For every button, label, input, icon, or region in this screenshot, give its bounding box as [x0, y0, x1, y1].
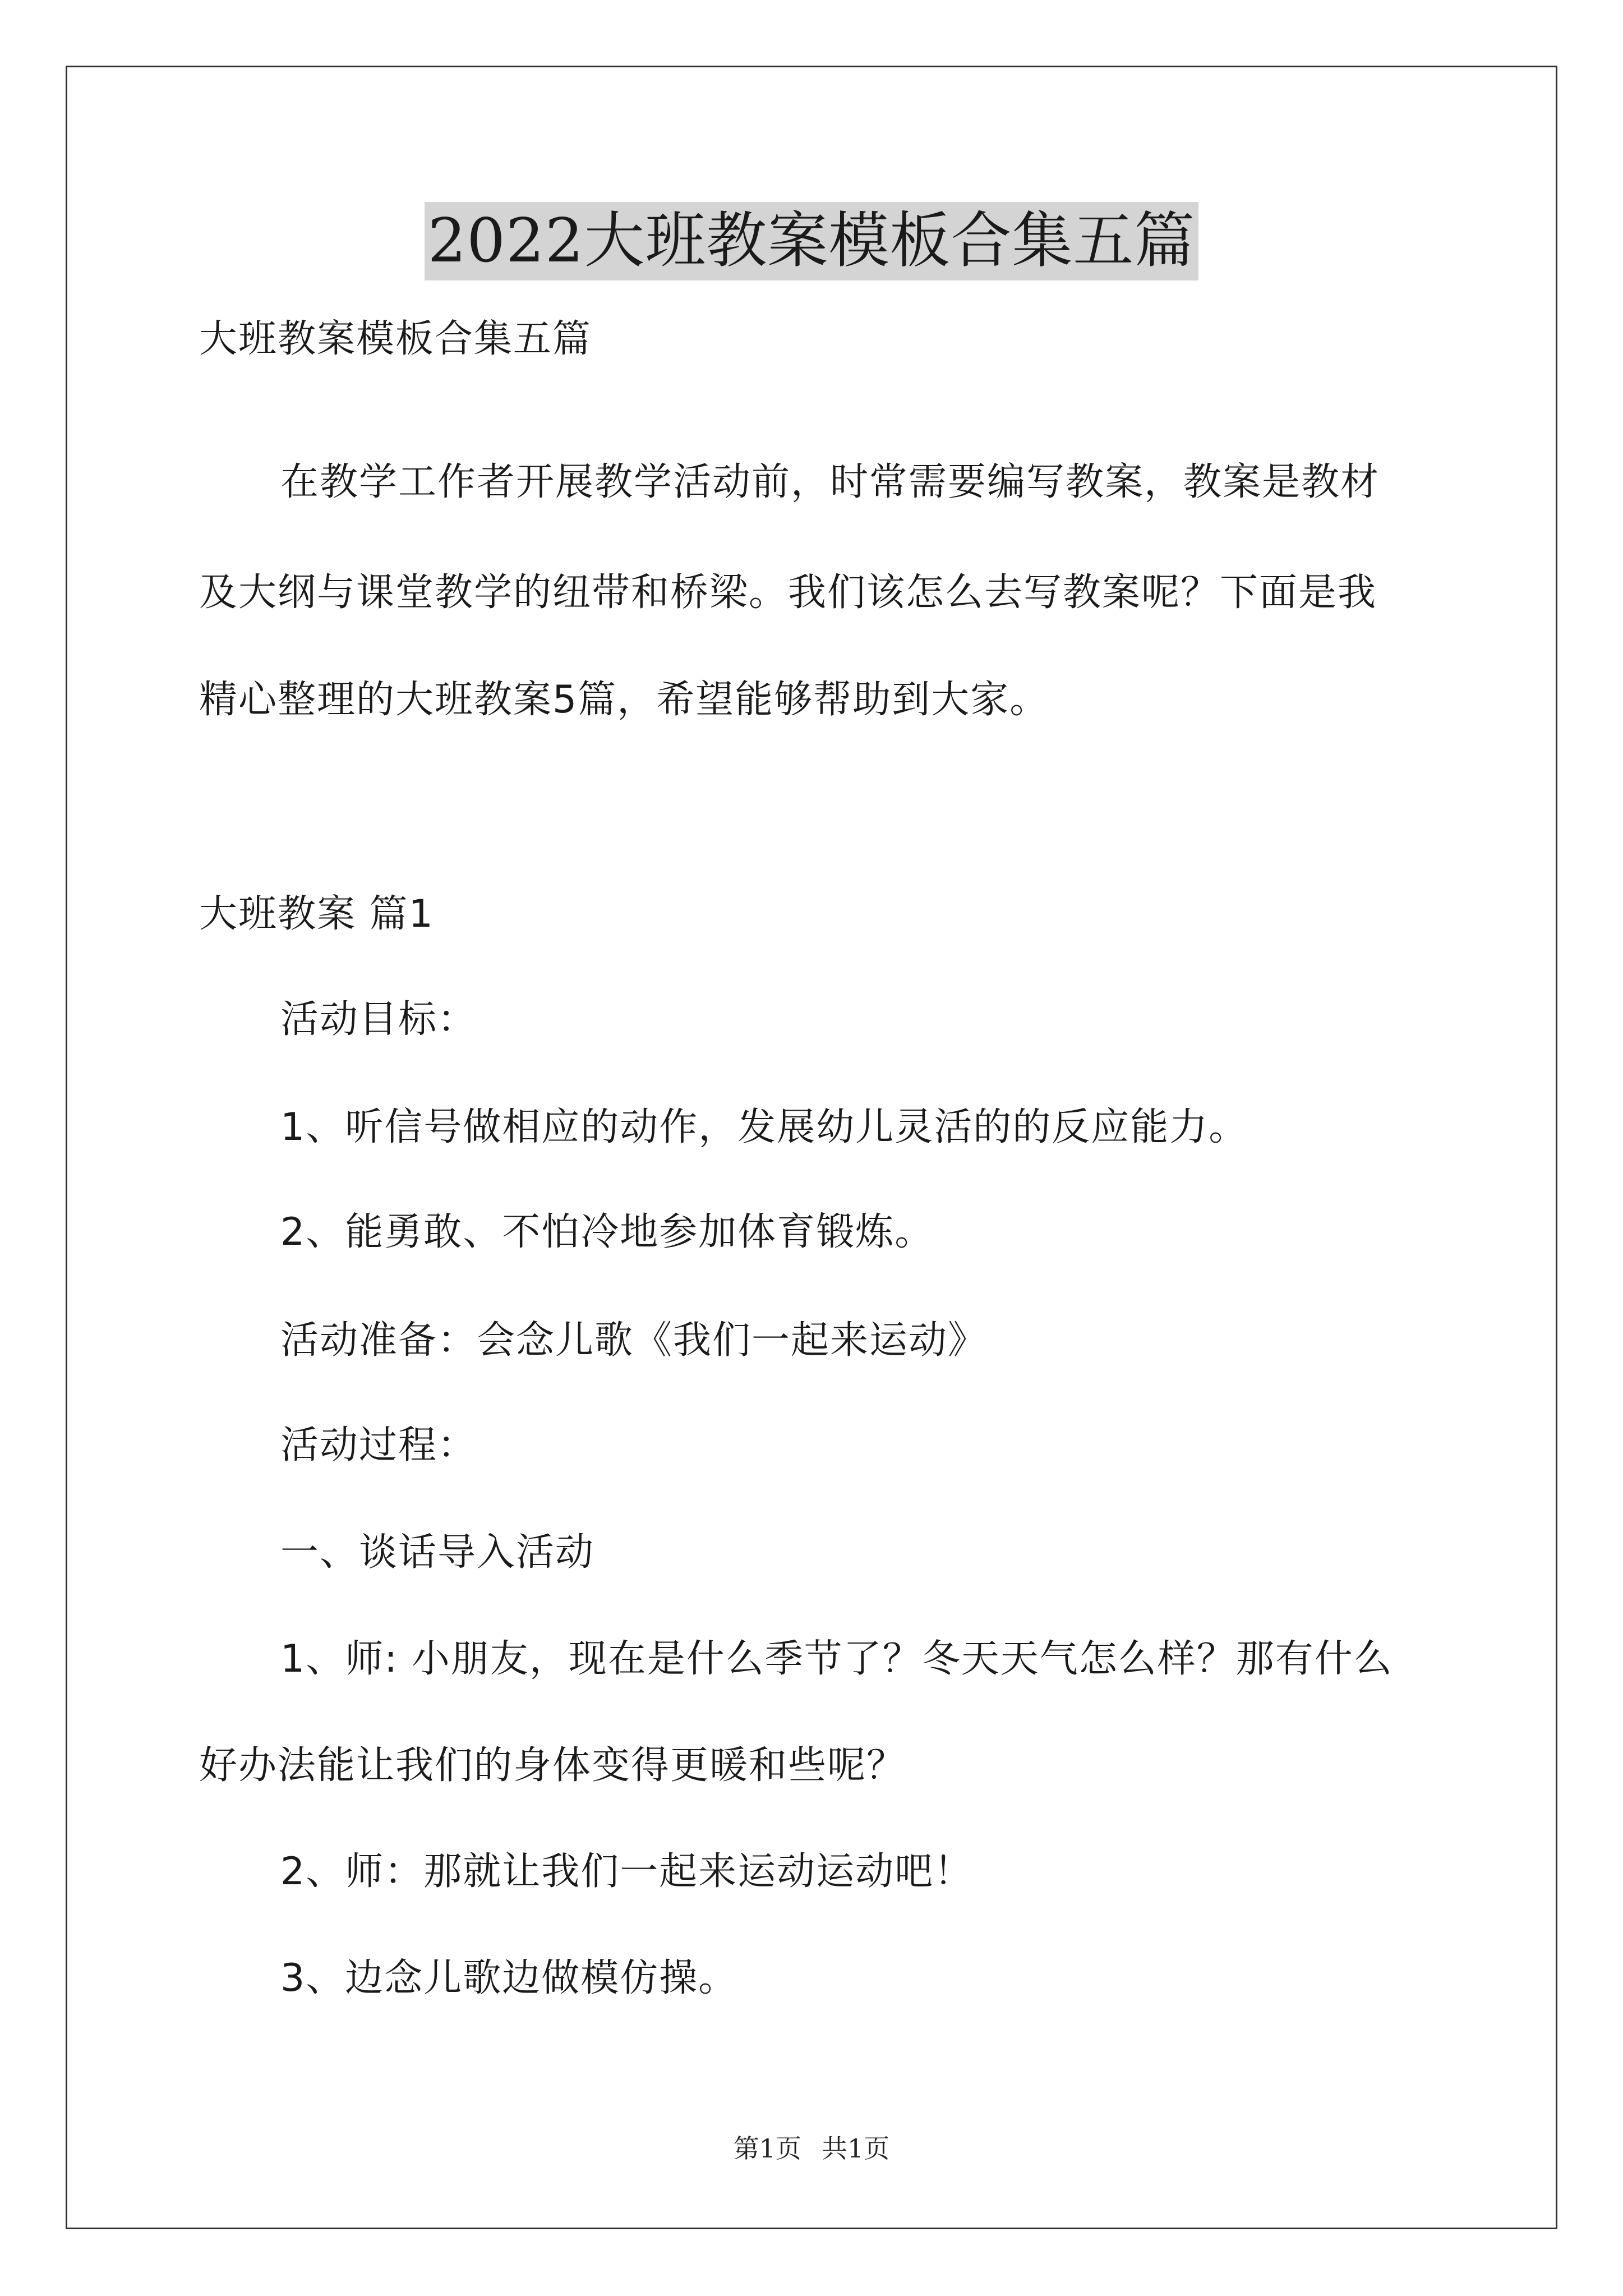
- section-heading: 大班教案 篇1: [199, 892, 434, 936]
- page-total: 共1页: [822, 2133, 890, 2164]
- page-footer: [0, 2132, 1623, 2165]
- intro-paragraph-line-1: 在教学工作者开展教学活动前，时常需要编写教案，教案是教材: [280, 460, 1380, 504]
- document-title: 2022大班教案模板合集五篇: [425, 202, 1199, 280]
- process-item-1-line-2: 好办法能让我们的身体变得更暖和些呢？: [199, 1743, 906, 1788]
- process-item-3: 3、边念儿歌边做模仿操。: [280, 1956, 738, 2000]
- goals-heading: 活动目标：: [280, 997, 477, 1042]
- preparation-line: 活动准备：会念儿歌《我们一起来运动》: [280, 1318, 988, 1363]
- process-item-1-line-1: 1、师: 小朋友，现在是什么季节了？冬天天气怎么样？那有什么: [280, 1637, 1393, 1681]
- intro-paragraph-line-3: 精心整理的大班教案5篇，希望能够帮助到大家。: [199, 678, 1049, 722]
- process-heading: 活动过程：: [280, 1423, 477, 1467]
- process-step-heading: 一、谈话导入活动: [280, 1530, 595, 1575]
- intro-paragraph-line-2: 及大纲与课堂教学的纽带和桥梁。我们该怎么去写教案呢？下面是我: [199, 570, 1377, 615]
- title-container: [0, 202, 1623, 280]
- page-number: 第1页: [733, 2133, 801, 2164]
- process-item-2: 2、师：那就让我们一起来运动运动吧！: [280, 1849, 974, 1894]
- goal-item-1: 1、听信号做相应的动作，发展幼儿灵活的的反应能力。: [280, 1105, 1248, 1149]
- goal-item-2: 2、能勇敢、不怕冷地参加体育锻炼。: [280, 1210, 934, 1254]
- subtitle-line: 大班教案模板合集五篇: [199, 317, 592, 361]
